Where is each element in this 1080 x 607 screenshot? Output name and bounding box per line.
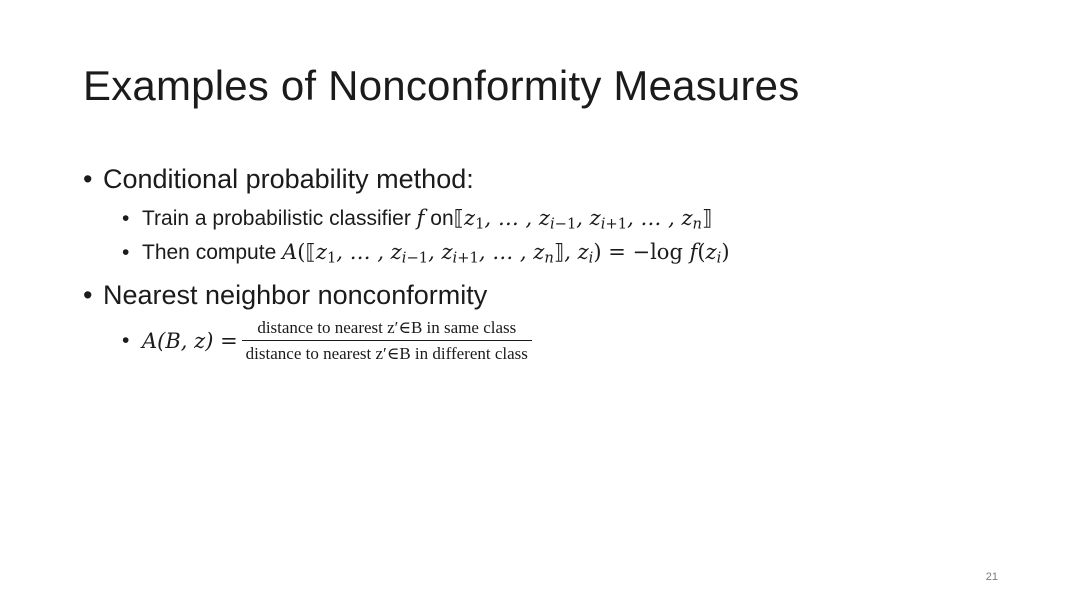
sub-bullet-prefix: Then compute	[142, 241, 283, 264]
sub-bullet-compute	[122, 240, 730, 265]
bullet-dot: •	[83, 164, 93, 194]
bullet-conditional-probability	[83, 164, 474, 195]
bullet-dot: •	[122, 241, 130, 264]
bullet-dot: •	[122, 207, 130, 230]
math-f: f	[416, 206, 425, 230]
bullet-nearest-neighbor	[83, 280, 487, 311]
bullet-dot: •	[122, 329, 130, 352]
sub-bullet-train-classifier	[122, 206, 712, 231]
sub-bullet-middle: on	[424, 207, 454, 230]
fraction-numerator: distance to nearest z′∈B in same class	[257, 318, 517, 337]
math-lhs: A(B, z) =	[142, 329, 238, 353]
sub-bullet-nn-formula	[122, 318, 532, 364]
slide-title: Examples of Nonconformity Measures	[83, 62, 800, 109]
math-training-set: $⟦z_1$, … , $z_{i-1}$, $z_{i+1}$, … , $z_n⟧$	[453, 206, 713, 233]
bullet-dot: •	[83, 280, 93, 310]
fraction-denominator: distance to nearest z′∈B in different class	[242, 340, 532, 364]
fraction	[242, 318, 532, 364]
bullet-text: Conditional probability method:	[103, 164, 474, 194]
math-nonconformity-formula: $A(⟦z_1$, … , $z_{i-1}$, $z_{i+1}$, … , $z_n⟧$, $z_i) = -\log$ $f(z_i)$	[282, 240, 730, 267]
bullet-text: Nearest neighbor nonconformity	[103, 280, 488, 310]
sub-bullet-prefix: Train a probabilistic classifier	[142, 207, 417, 230]
page-number: 21	[985, 571, 998, 583]
